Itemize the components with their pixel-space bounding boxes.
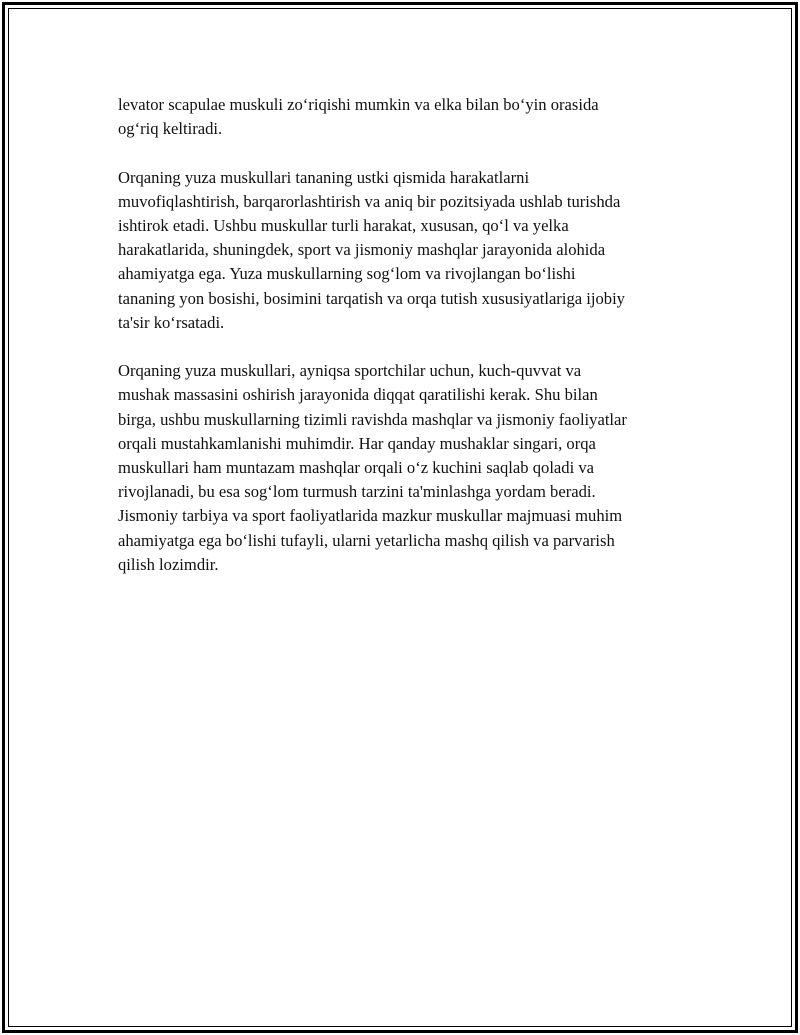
text-line: mushak massasini oshirish jarayonida diqqat qaratilishi kerak. Shu bilan [118, 385, 598, 405]
paragraph-3 [118, 359, 688, 577]
text-line: Orqaning yuza muskullari, ayniqsa sportchilar uchun, kuch-quvvat va [118, 361, 582, 381]
text-line: birga, ushbu muskullarning tizimli ravishda mashqlar va jismoniy faoliyatlar [118, 409, 627, 429]
text-line: ahamiyatga ega. Yuza muskullarning sog‘lom va rivojlangan bo‘lishi [118, 264, 576, 284]
text-line: muvofiqlashtirish, barqarorlashtirish va aniq bir pozitsiyada ushlab turishda [118, 191, 621, 211]
paragraph-2 [118, 166, 688, 335]
text-line: harakatlarida, shuningdek, sport va jismoniy mashqlar jarayonida alohida [118, 240, 606, 260]
paragraph-1 [118, 93, 688, 141]
text-line: levator scapulae muskuli zo‘riqishi mumkin va elka bilan bo‘yin orasida [118, 95, 599, 114]
text-line: rivojlanadi, bu esa sog‘lom turmush tarzini ta'minlashga yordam beradi. [118, 482, 596, 502]
text-line: muskullari ham muntazam mashqlar orqali o‘z kuchini saqlab qoladi va [118, 458, 595, 478]
text-line: tananing yon bosishi, bosimini tarqatish va orqa tutish xususiyatlariga ijobiy [118, 288, 625, 308]
document-body [118, 93, 688, 601]
text-line: orqali mustahkamlanishi muhimdir. Har qanday mushaklar singari, orqa [118, 433, 596, 453]
text-line: ta'sir ko‘rsatadi. [118, 312, 225, 332]
text-line: qilish lozimdir. [118, 554, 219, 574]
text-line: ishtirok etadi. Ushbu muskullar turli harakat, xususan, qo‘l va yelka [118, 216, 569, 235]
text-line: ahamiyatga ega bo‘lishi tufayli, ularni yetarlicha mashq qilish va parvarish [118, 530, 615, 550]
text-line: Orqaning yuza muskullari tananing ustki qismida harakatlarni [118, 167, 530, 187]
text-line: og‘riq keltiradi. [118, 119, 223, 139]
text-line: Jismoniy tarbiya va sport faoliyatlarida mazkur muskullar majmuasi muhim [118, 506, 623, 526]
